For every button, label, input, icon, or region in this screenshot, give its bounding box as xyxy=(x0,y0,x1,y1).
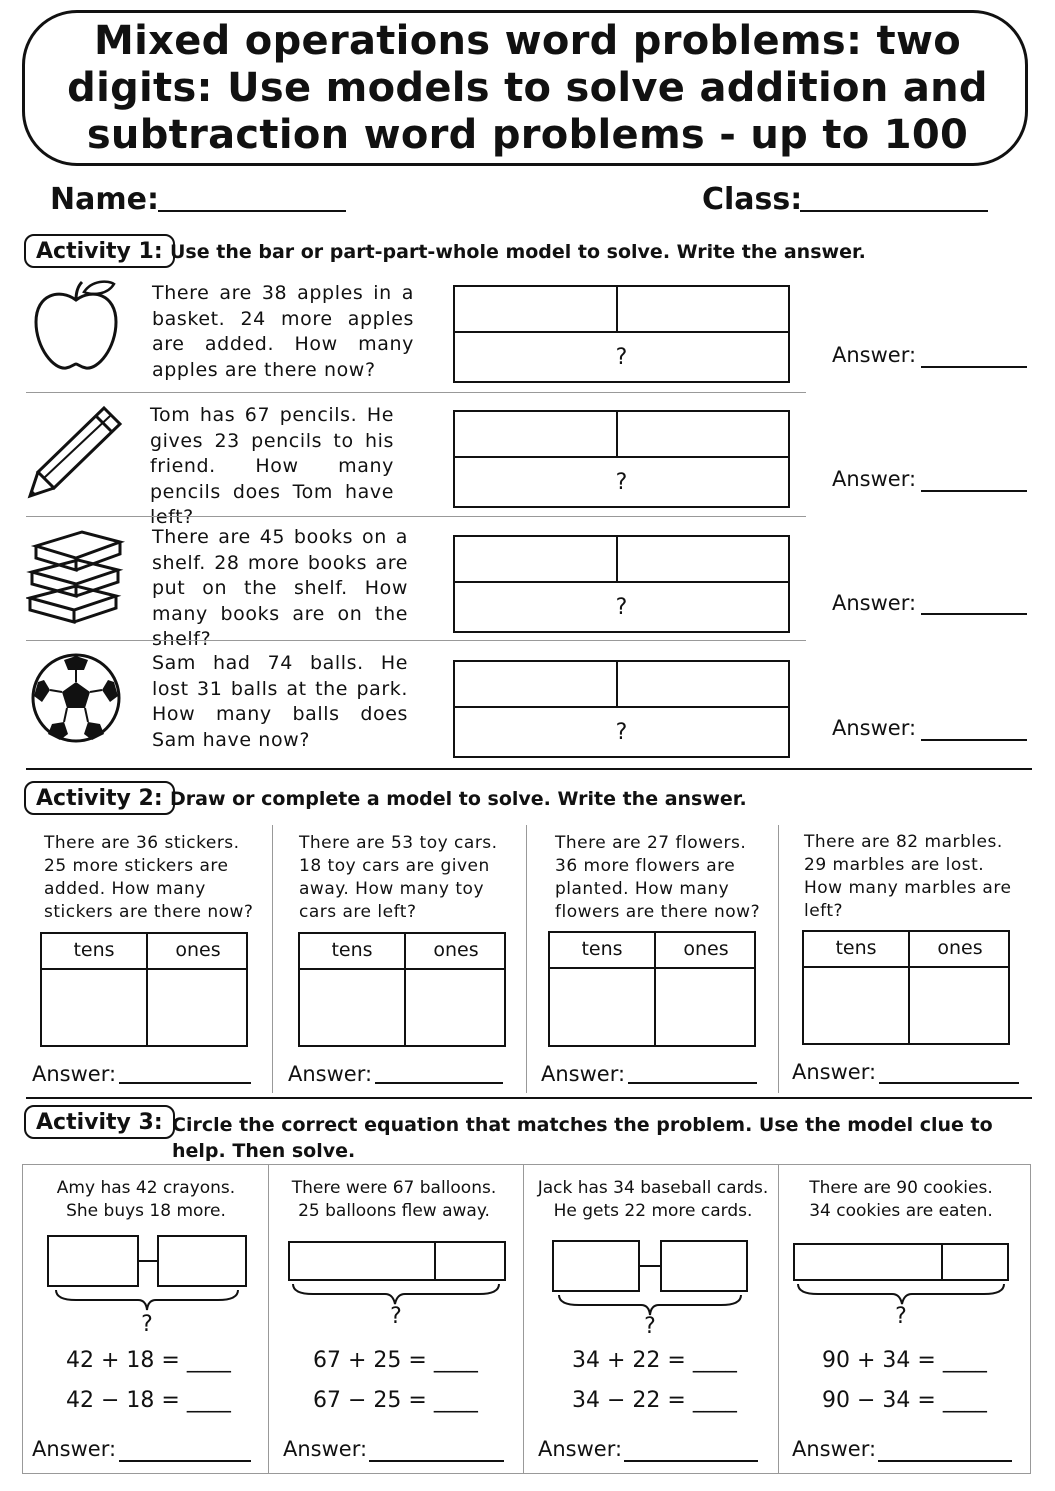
unknown-mark: ? xyxy=(615,345,628,370)
tens-header: tens xyxy=(835,937,877,959)
activity3-badge: Activity 3: xyxy=(24,1105,175,1139)
activity2-instruction: Draw or complete a model to solve. Write the answer. xyxy=(170,788,747,810)
unknown-mark: ? xyxy=(615,595,628,620)
equation-option[interactable]: 34 + 22 = ____ xyxy=(572,1348,737,1373)
bar-model[interactable] xyxy=(792,1242,1012,1308)
ones-header: ones xyxy=(433,939,479,961)
divider xyxy=(26,516,806,517)
answer-label: Answer: xyxy=(832,343,917,367)
tens-header: tens xyxy=(581,938,623,960)
bar-part[interactable] xyxy=(616,285,790,333)
activity1-instruction: Use the bar or part-part-whole model to solve. Write the answer. xyxy=(170,241,866,263)
answer-field[interactable] xyxy=(921,613,1027,615)
bar-part[interactable] xyxy=(453,660,618,708)
apple-icon xyxy=(30,278,122,374)
problem-text: Sam had 74 balls. He lost 31 balls at the park. How many balls does Sam have now? xyxy=(152,652,408,751)
problem-text: There are 53 toy cars. 18 toy cars are given away. How many toy cars are left? xyxy=(299,833,498,922)
place-value-chart[interactable] xyxy=(548,931,756,1047)
answer-field[interactable] xyxy=(119,1460,251,1462)
unknown-mark: ? xyxy=(895,1304,907,1329)
answer-field[interactable] xyxy=(119,1082,251,1084)
name-label: Name: xyxy=(50,182,159,217)
part-part-whole-model[interactable] xyxy=(46,1234,248,1314)
divider xyxy=(26,640,806,641)
answer-field[interactable] xyxy=(628,1082,757,1084)
ones-header: ones xyxy=(683,938,729,960)
unknown-mark: ? xyxy=(644,1314,656,1339)
answer-field[interactable] xyxy=(879,1082,1019,1084)
divider xyxy=(778,825,779,1093)
answer-label: Answer: xyxy=(792,1437,877,1461)
equation-option[interactable]: 67 − 25 = ____ xyxy=(313,1388,478,1413)
equation-option[interactable]: 67 + 25 = ____ xyxy=(313,1348,478,1373)
divider xyxy=(526,825,527,1093)
answer-label: Answer: xyxy=(832,467,917,491)
ones-header: ones xyxy=(937,937,983,959)
problem-text: Amy has 42 crayons. She buys 18 more. xyxy=(56,1178,236,1221)
unknown-mark: ? xyxy=(141,1312,153,1337)
class-field[interactable] xyxy=(800,210,988,212)
soccer-ball-icon xyxy=(30,652,122,744)
divider xyxy=(26,392,806,393)
activity2-badge: Activity 2: xyxy=(24,781,175,815)
problem-text: There are 38 apples in a basket. 24 more apples are added. How many apples are there now? xyxy=(152,282,414,381)
answer-label: Answer: xyxy=(541,1062,626,1086)
answer-label: Answer: xyxy=(32,1437,117,1461)
place-value-chart[interactable] xyxy=(298,932,506,1047)
equation-option[interactable]: 34 − 22 = ____ xyxy=(572,1388,737,1413)
divider xyxy=(272,825,273,1093)
equation-option[interactable]: 42 + 18 = ____ xyxy=(66,1348,231,1373)
answer-label: Answer: xyxy=(792,1060,877,1084)
equation-option[interactable]: 90 + 34 = ____ xyxy=(822,1348,987,1373)
problem-text: There are 90 cookies. 34 cookies are eaten. xyxy=(809,1178,993,1221)
problem-text: Jack has 34 baseball cards. He gets 22 more cards. xyxy=(537,1178,769,1221)
unknown-mark: ? xyxy=(615,720,628,745)
unknown-mark: ? xyxy=(615,470,628,495)
place-value-chart[interactable] xyxy=(802,930,1010,1045)
page-title: Mixed operations word problems: two digits: Use models to solve addition and subtraction word problems - up to 100 xyxy=(67,18,988,158)
bar-model[interactable] xyxy=(453,660,790,758)
answer-label: Answer: xyxy=(832,591,917,615)
answer-field[interactable] xyxy=(369,1460,504,1462)
equation-option[interactable]: 42 − 18 = ____ xyxy=(66,1388,231,1413)
answer-field[interactable] xyxy=(921,366,1027,368)
bar-part[interactable] xyxy=(453,410,618,458)
answer-field[interactable] xyxy=(921,490,1027,492)
answer-field[interactable] xyxy=(375,1082,503,1084)
problem-text: There were 67 balloons. 25 balloons flew away. xyxy=(291,1178,497,1221)
books-icon xyxy=(26,526,126,626)
answer-label: Answer: xyxy=(832,716,917,740)
activity1-badge: Activity 1: xyxy=(24,234,175,268)
tens-header: tens xyxy=(73,939,115,961)
problem-text: There are 45 books on a shelf. 28 more books are put on the shelf. How many books are on the shelf? xyxy=(152,526,408,650)
part-part-whole-model[interactable] xyxy=(551,1239,751,1319)
ones-header: ones xyxy=(175,939,221,961)
bar-model[interactable] xyxy=(453,535,790,633)
bar-part[interactable] xyxy=(453,535,618,583)
equation-option[interactable]: 90 − 34 = ____ xyxy=(822,1388,987,1413)
answer-label: Answer: xyxy=(32,1062,117,1086)
pencil-icon xyxy=(26,402,126,500)
answer-label: Answer: xyxy=(283,1437,368,1461)
bar-part[interactable] xyxy=(616,660,790,708)
name-field[interactable] xyxy=(158,210,346,212)
tens-header: tens xyxy=(331,939,373,961)
section-divider xyxy=(26,1097,1032,1099)
answer-field[interactable] xyxy=(624,1460,758,1462)
bar-part[interactable] xyxy=(616,410,790,458)
bar-model[interactable] xyxy=(453,410,790,508)
answer-field[interactable] xyxy=(878,1460,1012,1462)
activity3-instruction: Circle the correct equation that matches the problem. Use the model clue to help. Then solve. xyxy=(172,1114,993,1162)
class-label: Class: xyxy=(702,182,803,217)
problem-text: There are 36 stickers. 25 more stickers are added. How many stickers are there now? xyxy=(44,833,254,922)
answer-label: Answer: xyxy=(288,1062,373,1086)
bar-model[interactable] xyxy=(287,1240,507,1306)
problem-text: There are 82 marbles. 29 marbles are lost. How many marbles are left? xyxy=(804,832,1012,921)
unknown-mark: ? xyxy=(390,1304,402,1329)
section-divider xyxy=(26,768,1032,770)
answer-label: Answer: xyxy=(538,1437,623,1461)
bar-model[interactable] xyxy=(453,285,790,383)
place-value-chart[interactable] xyxy=(40,932,248,1047)
bar-part[interactable] xyxy=(453,285,618,333)
bar-part[interactable] xyxy=(616,535,790,583)
answer-field[interactable] xyxy=(921,739,1027,741)
problem-text: There are 27 flowers. 36 more flowers are planted. How many flowers are there now? xyxy=(555,833,761,922)
problem-text: Tom has 67 pencils. He gives 23 pencils to his friend. How many pencils does Tom have left? xyxy=(150,404,394,528)
